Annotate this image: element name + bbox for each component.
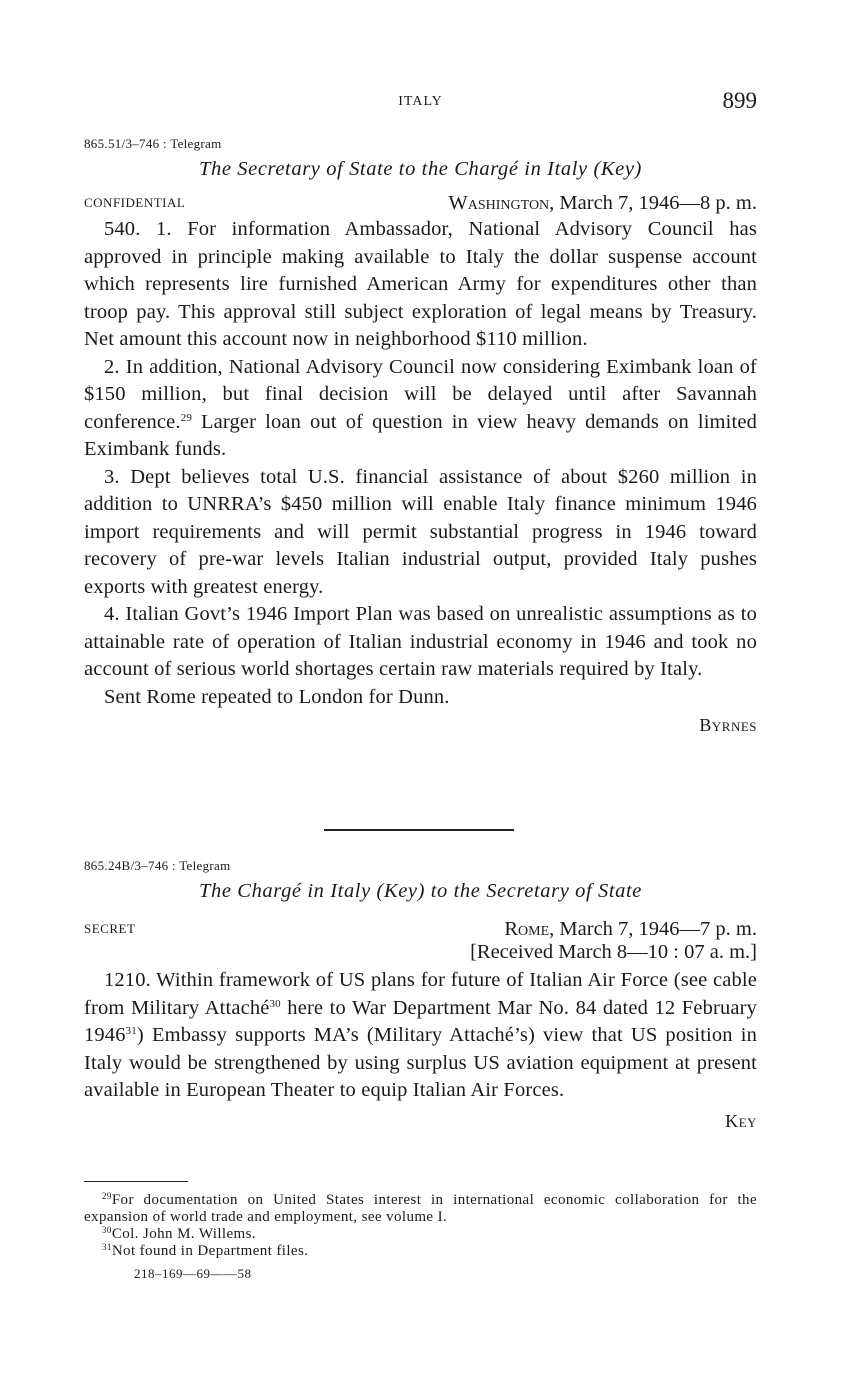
running-head [84, 88, 757, 118]
footnote-number: 30 [102, 1225, 112, 1235]
paragraph-3: 3. Dept believes total U.S. financial assistance of about $260 million in addition to UNRRA’s $450 million will enable Italy finance minimum 1946 import requirements and will permit substantial progress in 1946 toward recovery of pre-war levels Italian industrial output, provided Italy pushes exports with greatest energy. [84, 465, 757, 598]
section-divider [324, 829, 514, 831]
footnote-ref: 31 [125, 1025, 137, 1037]
document-1 [84, 136, 757, 736]
footnote-text: Col. John M. Willems. [111, 1226, 257, 1242]
file-reference: 865.51/3–746 : Telegram [84, 136, 222, 151]
signature: Key [725, 1110, 757, 1131]
footnote-ref: 30 [269, 997, 281, 1010]
classification: CONFIDENTIAL [84, 195, 186, 210]
paragraph-text-c: ) Embassy supports MA’s (Military Attaché’s) view that US position in Italy would be strengthened by using surplus US aviation equipment at present available in European Theater to equip Italian Air Forces. [84, 1024, 757, 1101]
footnote-number: 29 [102, 1191, 112, 1201]
document-title: The Secretary of State to the Chargé in Italy (Key) [199, 158, 642, 180]
paragraph-2-cont: Larger loan out of question in view heavy demands on limited Eximbank funds. [84, 410, 757, 460]
footnote-ref: 29 [180, 411, 192, 424]
page-number: 899 [722, 88, 757, 113]
footnote-rule [84, 1181, 188, 1182]
footnote-30 [84, 1226, 757, 1243]
dateline-row [84, 187, 757, 215]
dateline-date: , March 7, 1946—8 p. m. [549, 192, 757, 214]
paragraph-2 [84, 354, 757, 464]
paragraph-1 [84, 967, 757, 1105]
dateline [504, 918, 757, 941]
footnote-text: Not found in Department files. [111, 1243, 309, 1259]
footnote-31 [84, 1243, 757, 1260]
paragraph-text-b: here to War Department Mar No. 84 dated 12 February 1946 [84, 996, 757, 1046]
document-2 [84, 858, 757, 1132]
dateline-date: , March 7, 1946—7 p. m. [549, 918, 757, 940]
footnotes [84, 1192, 757, 1282]
paragraph-4: 4. Italian Govt’s 1946 Import Plan was based on unrealistic assumptions as to attainable rate of operation of Italian industrial economy in 1946 and took no account of serious world shortages certain raw materials required by Italy. [84, 603, 757, 680]
running-title: ITALY [398, 94, 443, 109]
document-title: The Chargé in Italy (Key) to the Secretary of State [199, 880, 642, 902]
received-stamp: [Received March 8—10 : 07 a. m.] [470, 941, 757, 963]
paragraph-5: Sent Rome repeated to London for Dunn. [104, 685, 450, 708]
footnote-29 [84, 1192, 757, 1226]
printer-mark: 218–169—69——58 [134, 1266, 252, 1281]
dateline-row [84, 913, 757, 941]
dateline-place: Rome [504, 918, 550, 940]
signature: Byrnes [699, 715, 757, 735]
paragraph-1: 540. 1. For information Ambassador, National Advisory Council has approved in principle making available to Italy the dollar suspense account which represents lire furnished American Army for expenditures other than troop pay. This approval still subject exploration of legal means by Treasury. Net amount this account now in neighborhood $110 million. [84, 218, 757, 350]
dateline [448, 192, 757, 215]
dateline-place: Washington [448, 192, 550, 214]
paragraph-2-text: 2. In addition, National Advisory Council now considering Eximbank loan of $150 million, but final decision will be delayed until after Savannah conference. [84, 355, 757, 433]
classification: SECRET [84, 921, 136, 936]
paragraph-text-a: 1210. Within framework of US plans for future of Italian Air Force (see cable from Military Attaché [84, 969, 757, 1019]
footnote-number: 31 [102, 1242, 112, 1252]
file-reference: 865.24B/3–746 : Telegram [84, 858, 231, 873]
footnote-text: For documentation on United States interest in international economic collaboration for the expansion of world trade and employment, see volume I. [84, 1192, 757, 1225]
